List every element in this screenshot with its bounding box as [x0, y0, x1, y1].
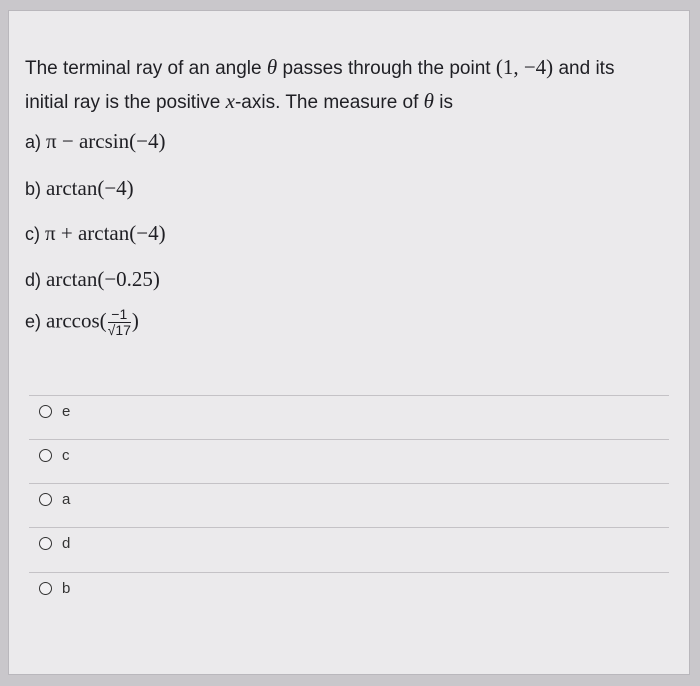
divider [29, 572, 669, 573]
question-card [8, 10, 690, 675]
choice-label: c) [25, 224, 40, 244]
choice-d [25, 267, 160, 292]
choice-expression: arctan(−0.25) [46, 267, 160, 291]
question-part: The terminal ray of an angle [25, 58, 262, 79]
choice-expression: π − arcsin(−4) [46, 129, 166, 153]
choice-label: d) [25, 270, 42, 290]
divider [29, 483, 669, 484]
x-variable: x [225, 89, 235, 113]
option-label: c [62, 447, 70, 464]
question-text [25, 51, 665, 119]
fraction [108, 307, 131, 338]
theta-symbol: θ [266, 55, 278, 79]
question-part: and its [558, 58, 615, 79]
choice-e [25, 307, 139, 338]
choice-label: b) [25, 179, 42, 199]
question-part: passes through the point [282, 58, 491, 79]
divider [29, 527, 669, 528]
choice-label: e) [25, 311, 42, 332]
choice-label: a) [25, 132, 42, 152]
choice-expression-suffix: ) [131, 308, 139, 333]
radio-button[interactable] [39, 537, 52, 550]
fraction-numerator: −1 [108, 307, 131, 323]
question-part: -axis. The measure of [234, 92, 419, 113]
point-coordinates: (1, −4) [495, 55, 554, 79]
option-label: d [62, 535, 71, 552]
option-label: b [62, 580, 71, 597]
radio-button[interactable] [39, 582, 52, 595]
divider [29, 395, 669, 396]
choice-expression: π + arctan(−4) [45, 221, 166, 245]
option-label: e [62, 403, 71, 420]
choice-expression: arctan(−4) [46, 176, 134, 200]
option-c[interactable] [39, 447, 70, 464]
option-d[interactable] [39, 535, 70, 552]
question-part: initial ray is the positive [25, 92, 221, 113]
option-b[interactable] [39, 580, 70, 597]
radio-button[interactable] [39, 449, 52, 462]
radio-button[interactable] [39, 493, 52, 506]
divider [29, 439, 669, 440]
question-part: is [439, 92, 454, 113]
radio-button[interactable] [39, 405, 52, 418]
option-label: a [62, 491, 71, 508]
choice-expression-prefix: arccos( [46, 308, 107, 333]
choice-b [25, 176, 134, 201]
choice-c [25, 221, 166, 246]
option-a[interactable] [39, 491, 70, 508]
option-e[interactable] [39, 403, 70, 420]
fraction-denominator: √17 [107, 322, 131, 338]
choice-a [25, 129, 165, 154]
theta-symbol: θ [423, 89, 434, 113]
